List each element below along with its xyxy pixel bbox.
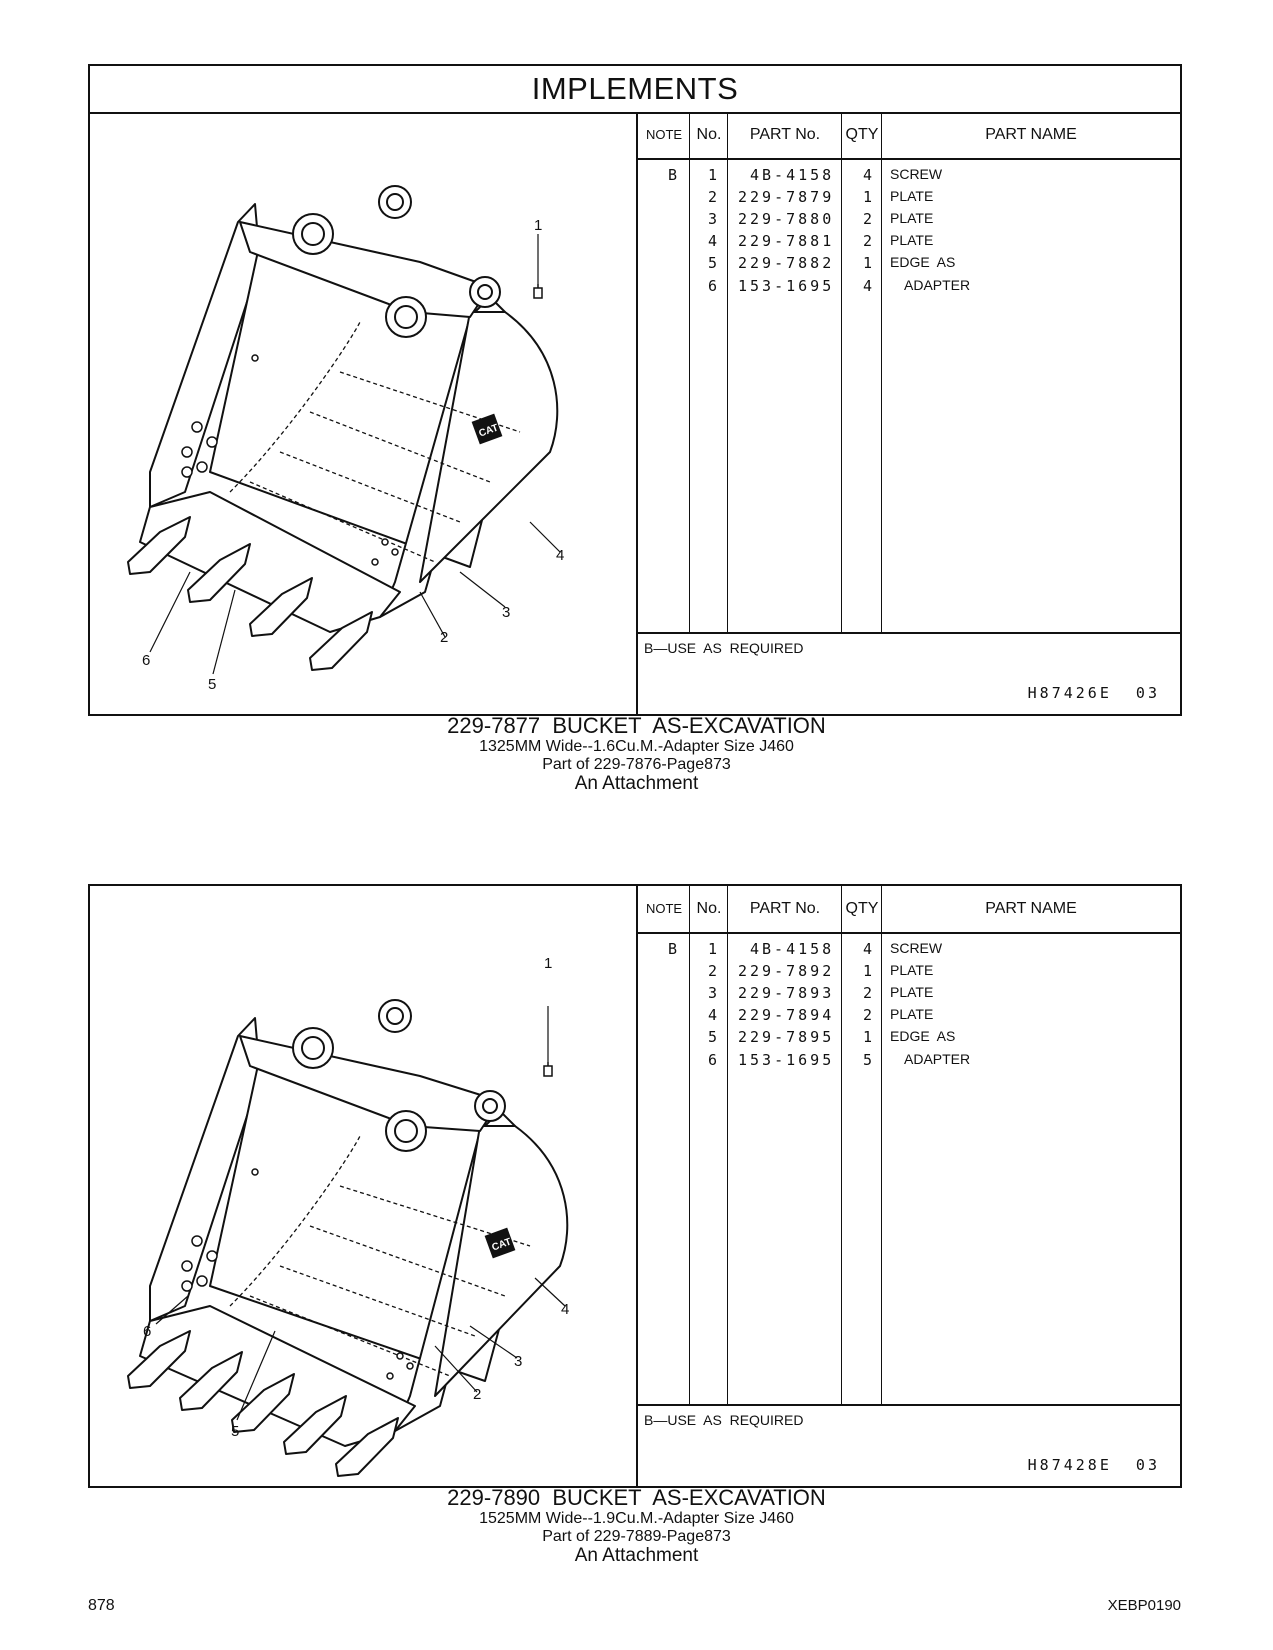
- header-qty: QTY: [845, 126, 879, 143]
- callout-1: 1: [534, 217, 543, 234]
- header-no: No.: [696, 900, 722, 917]
- drawing-code: H87428E 03: [1027, 1456, 1160, 1474]
- parts-table-1: [636, 112, 1180, 714]
- header-part-name: PART NAME: [985, 126, 1077, 143]
- header-qty: QTY: [845, 900, 879, 917]
- note-text: B—USE AS REQUIRED: [644, 1412, 804, 1428]
- caption-attachment: An Attachment: [574, 773, 699, 794]
- header-note: NOTE: [645, 127, 683, 142]
- caption-title: 229-7890 BUCKET AS-EXCAVATION: [447, 1485, 826, 1510]
- parts-block-2: [88, 884, 1182, 1488]
- bucket-illustration-1: [90, 112, 636, 714]
- table-row: B 1 4B-4158 4 SCREW: [668, 940, 943, 958]
- table-row: 4 229-7881 2 PLATE: [708, 232, 934, 250]
- table-row: 5 229-7895 1 EDGE AS: [708, 1028, 956, 1046]
- parts-table-2: [636, 886, 1180, 1486]
- page-number: 878: [88, 1597, 115, 1614]
- callout-6: 6: [142, 652, 151, 669]
- parts-block-1: [88, 64, 1182, 716]
- table-row: 2 229-7879 1 PLATE: [708, 188, 934, 206]
- table-row: 2 229-7892 1 PLATE: [708, 962, 934, 980]
- caption-1: [0, 714, 1273, 793]
- callout-6: 6: [143, 1323, 152, 1340]
- bucket-drawing-1: [90, 112, 634, 714]
- caption-title: 229-7877 BUCKET AS-EXCAVATION: [447, 713, 826, 738]
- table-row: 4 229-7894 2 PLATE: [708, 1006, 934, 1024]
- callout-4: 4: [556, 547, 565, 564]
- caption-parent: Part of 229-7876-Page873: [542, 756, 731, 773]
- section-title: IMPLEMENTS: [90, 66, 1180, 114]
- callout-2: 2: [473, 1386, 482, 1403]
- header-part-name: PART NAME: [985, 900, 1077, 917]
- table-row: 6 153-1695 5 ADAPTER: [708, 1051, 971, 1069]
- cat-logo-text: CAT: [490, 1236, 513, 1254]
- header-part-no: PART No.: [749, 126, 821, 143]
- callout-5: 5: [208, 676, 217, 693]
- document-code: XEBP0190: [1107, 1597, 1181, 1614]
- caption-spec: 1325MM Wide--1.6Cu.M.-Adapter Size J460: [479, 738, 794, 755]
- header-part-no: PART No.: [749, 900, 821, 917]
- header-note: NOTE: [645, 901, 683, 916]
- screw-part: [534, 284, 542, 298]
- notes-box: [638, 1404, 1180, 1486]
- table-row: B 1 4B-4158 4 SCREW: [668, 166, 943, 184]
- callout-1: 1: [544, 955, 553, 972]
- caption-attachment: An Attachment: [574, 1545, 699, 1566]
- drawing-code: H87426E 03: [1027, 684, 1160, 702]
- callout-4: 4: [561, 1301, 570, 1318]
- table-header: [638, 112, 1180, 160]
- notes-box: [638, 632, 1180, 714]
- caption-spec: 1525MM Wide--1.9Cu.M.-Adapter Size J460: [479, 1510, 794, 1527]
- caption-parent: Part of 229-7889-Page873: [542, 1528, 731, 1545]
- table-row: 5 229-7882 1 EDGE AS: [708, 254, 956, 272]
- header-no: No.: [696, 126, 722, 143]
- table-row: 6 153-1695 4 ADAPTER: [708, 277, 971, 295]
- note-text: B—USE AS REQUIRED: [644, 640, 804, 656]
- table-header: [638, 886, 1180, 934]
- table-row: 3 229-7880 2 PLATE: [708, 210, 934, 228]
- bucket-drawing-2: [90, 886, 634, 1486]
- cat-logo-text: CAT: [477, 422, 500, 440]
- callout-5: 5: [231, 1423, 240, 1440]
- caption-2: [0, 1486, 1273, 1565]
- screw-part: [544, 1062, 552, 1076]
- table-row: 3 229-7893 2 PLATE: [708, 984, 934, 1002]
- callout-2: 2: [440, 629, 449, 646]
- callout-3: 3: [502, 604, 511, 621]
- callout-3: 3: [514, 1353, 523, 1370]
- bucket-illustration-2: [90, 886, 636, 1486]
